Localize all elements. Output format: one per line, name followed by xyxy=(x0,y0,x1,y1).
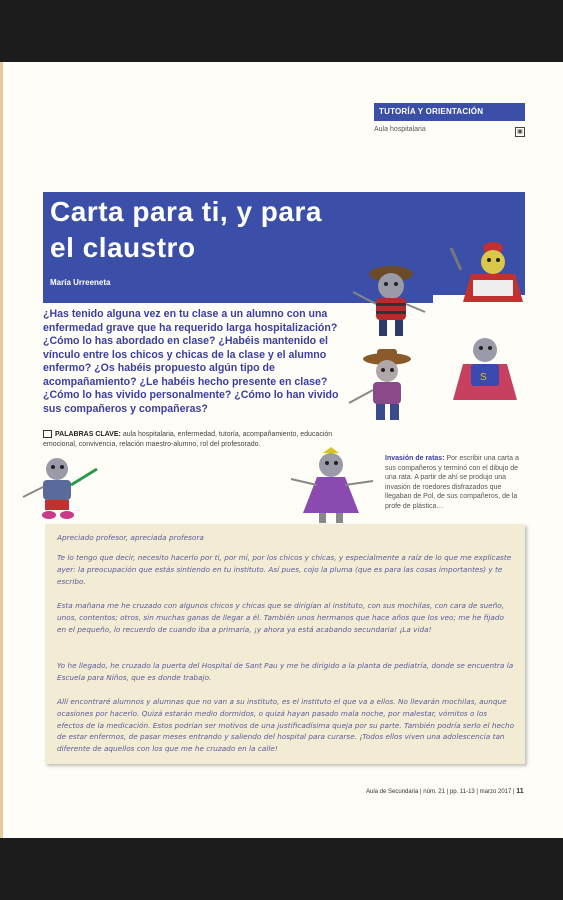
rat-dress-illustration xyxy=(283,447,383,532)
bottom-black-bar xyxy=(0,838,563,900)
letter-paragraph-4: Allí encontraré alumnos y alumnas que no van a su instituto, es el instituto el que va a ellos. No llevarán mochilas, aunque ocasiones por hacerlo. Quizá estarán medio dormidos, o quizá hayan pasado mala noche, por malestar, vómitos o los efectos de la medicación. Estos podrían ser motivos de una justificadísima queja por su parte. También podría serlo el hecho de estar enfermos, de pasar meses entrando y saliendo del hospital para curarse. ¡Todos ellos viven una adolescencia tan diferente de aquellos con los que me he cruzado en la calle! xyxy=(57,697,515,754)
page-footer: Aula de Secundaria | núm. 21 | pp. 11-13 | marzo 2017 | 11 xyxy=(366,788,524,795)
page-number-icon: ▣ xyxy=(515,127,525,137)
rat-painter-illustration xyxy=(17,455,107,525)
image-caption xyxy=(385,454,525,511)
subsection-label: Aula hospitalaria xyxy=(374,126,426,133)
article-intro: ¿Has tenido alguna vez en tu clase a un alumno con una enfermedad grave que ha requerido larga hospitalización? ¿Cómo lo has abordado en clase? ¿Habéis mantenido el vínculo entre los chicos y chicas de la clase y el alumno enfermo? ¿Os habéis propuesto algún tipo de acompañamiento? ¿Le habéis hecho presente en clase? ¿Cómo lo has vivido personalmente? ¿Cómo lo han vivido sus compañeros y compañeras? xyxy=(43,308,339,415)
footer-magazine: Aula de Secundaria xyxy=(366,789,419,795)
top-black-bar xyxy=(0,0,563,62)
title-line-1: Carta para ti, y para xyxy=(50,196,322,227)
keywords-icon xyxy=(43,430,52,438)
letter-paragraph-2: Esta mañana me he cruzado con algunos chicos y chicas que se dirigían al instituto, con sus mochilas, con cara de sueño, unos, contentos; otros, sin muchas ganas de llegar a él. También unos hermanos que hace años que los veo; me he fijado en el pequeño, lo recuerdo de cuando iba a primaria, ¡y ahora ya está acabando secundaria! ¡La vida! xyxy=(57,601,505,634)
caption-title: Invasión de ratas: xyxy=(385,455,445,462)
letter-greeting: Apreciado profesor, apreciada profesora xyxy=(57,533,204,542)
title-line-2: el claustro xyxy=(50,232,196,263)
rat-superhero-illustration xyxy=(443,330,528,410)
magazine-page xyxy=(0,62,563,838)
keywords-text: aula hospitalaria, enfermedad, tutoría, acompañamiento, educación emocional, convivencia, relación maestro-alumno, rol del profesorado. xyxy=(43,431,333,448)
svg-text:S: S xyxy=(480,372,487,383)
footer-page-number: 11 xyxy=(516,788,524,795)
article-author: María Urreeneta xyxy=(50,278,111,287)
rat-cowboy-illustration xyxy=(343,345,433,435)
handwritten-letter xyxy=(45,524,525,764)
rat-freddy-illustration xyxy=(343,252,438,347)
rat-roman-illustration xyxy=(443,240,538,320)
letter-paragraph-1: Te lo tengo que decir, necesito hacerlo por ti, por mí, por los chicos y chicas, y especialmente a raíz de lo que me explicaste ayer: la preocupación que estás sintiendo en tu instituto. Así pues, cojo la pluma (que es para las cosas importantes) y te escribo. xyxy=(57,553,512,586)
caption-text: Por escribir una carta a sus compañeros y terminó con el dibujo de una rata. A partir de ahí se produjo una invasión de roedores disfrazados que llegaban de Pol, de sus compañeros, de la profe de plástica… xyxy=(385,455,519,510)
footer-issue: núm. 21 | pp. 11-13 | marzo 2017 xyxy=(423,789,512,795)
letter-paragraph-3: Yo he llegado, he cruzado la puerta del Hospital de Sant Pau y me he dirigido a la planta de pediatría, donde se encuentra la Escuela para Niños, que es donde trabajo. xyxy=(57,661,514,682)
keywords-label: PALABRAS CLAVE: xyxy=(55,431,121,438)
section-tag: TUTORÍA Y ORIENTACIÓN xyxy=(374,103,525,121)
